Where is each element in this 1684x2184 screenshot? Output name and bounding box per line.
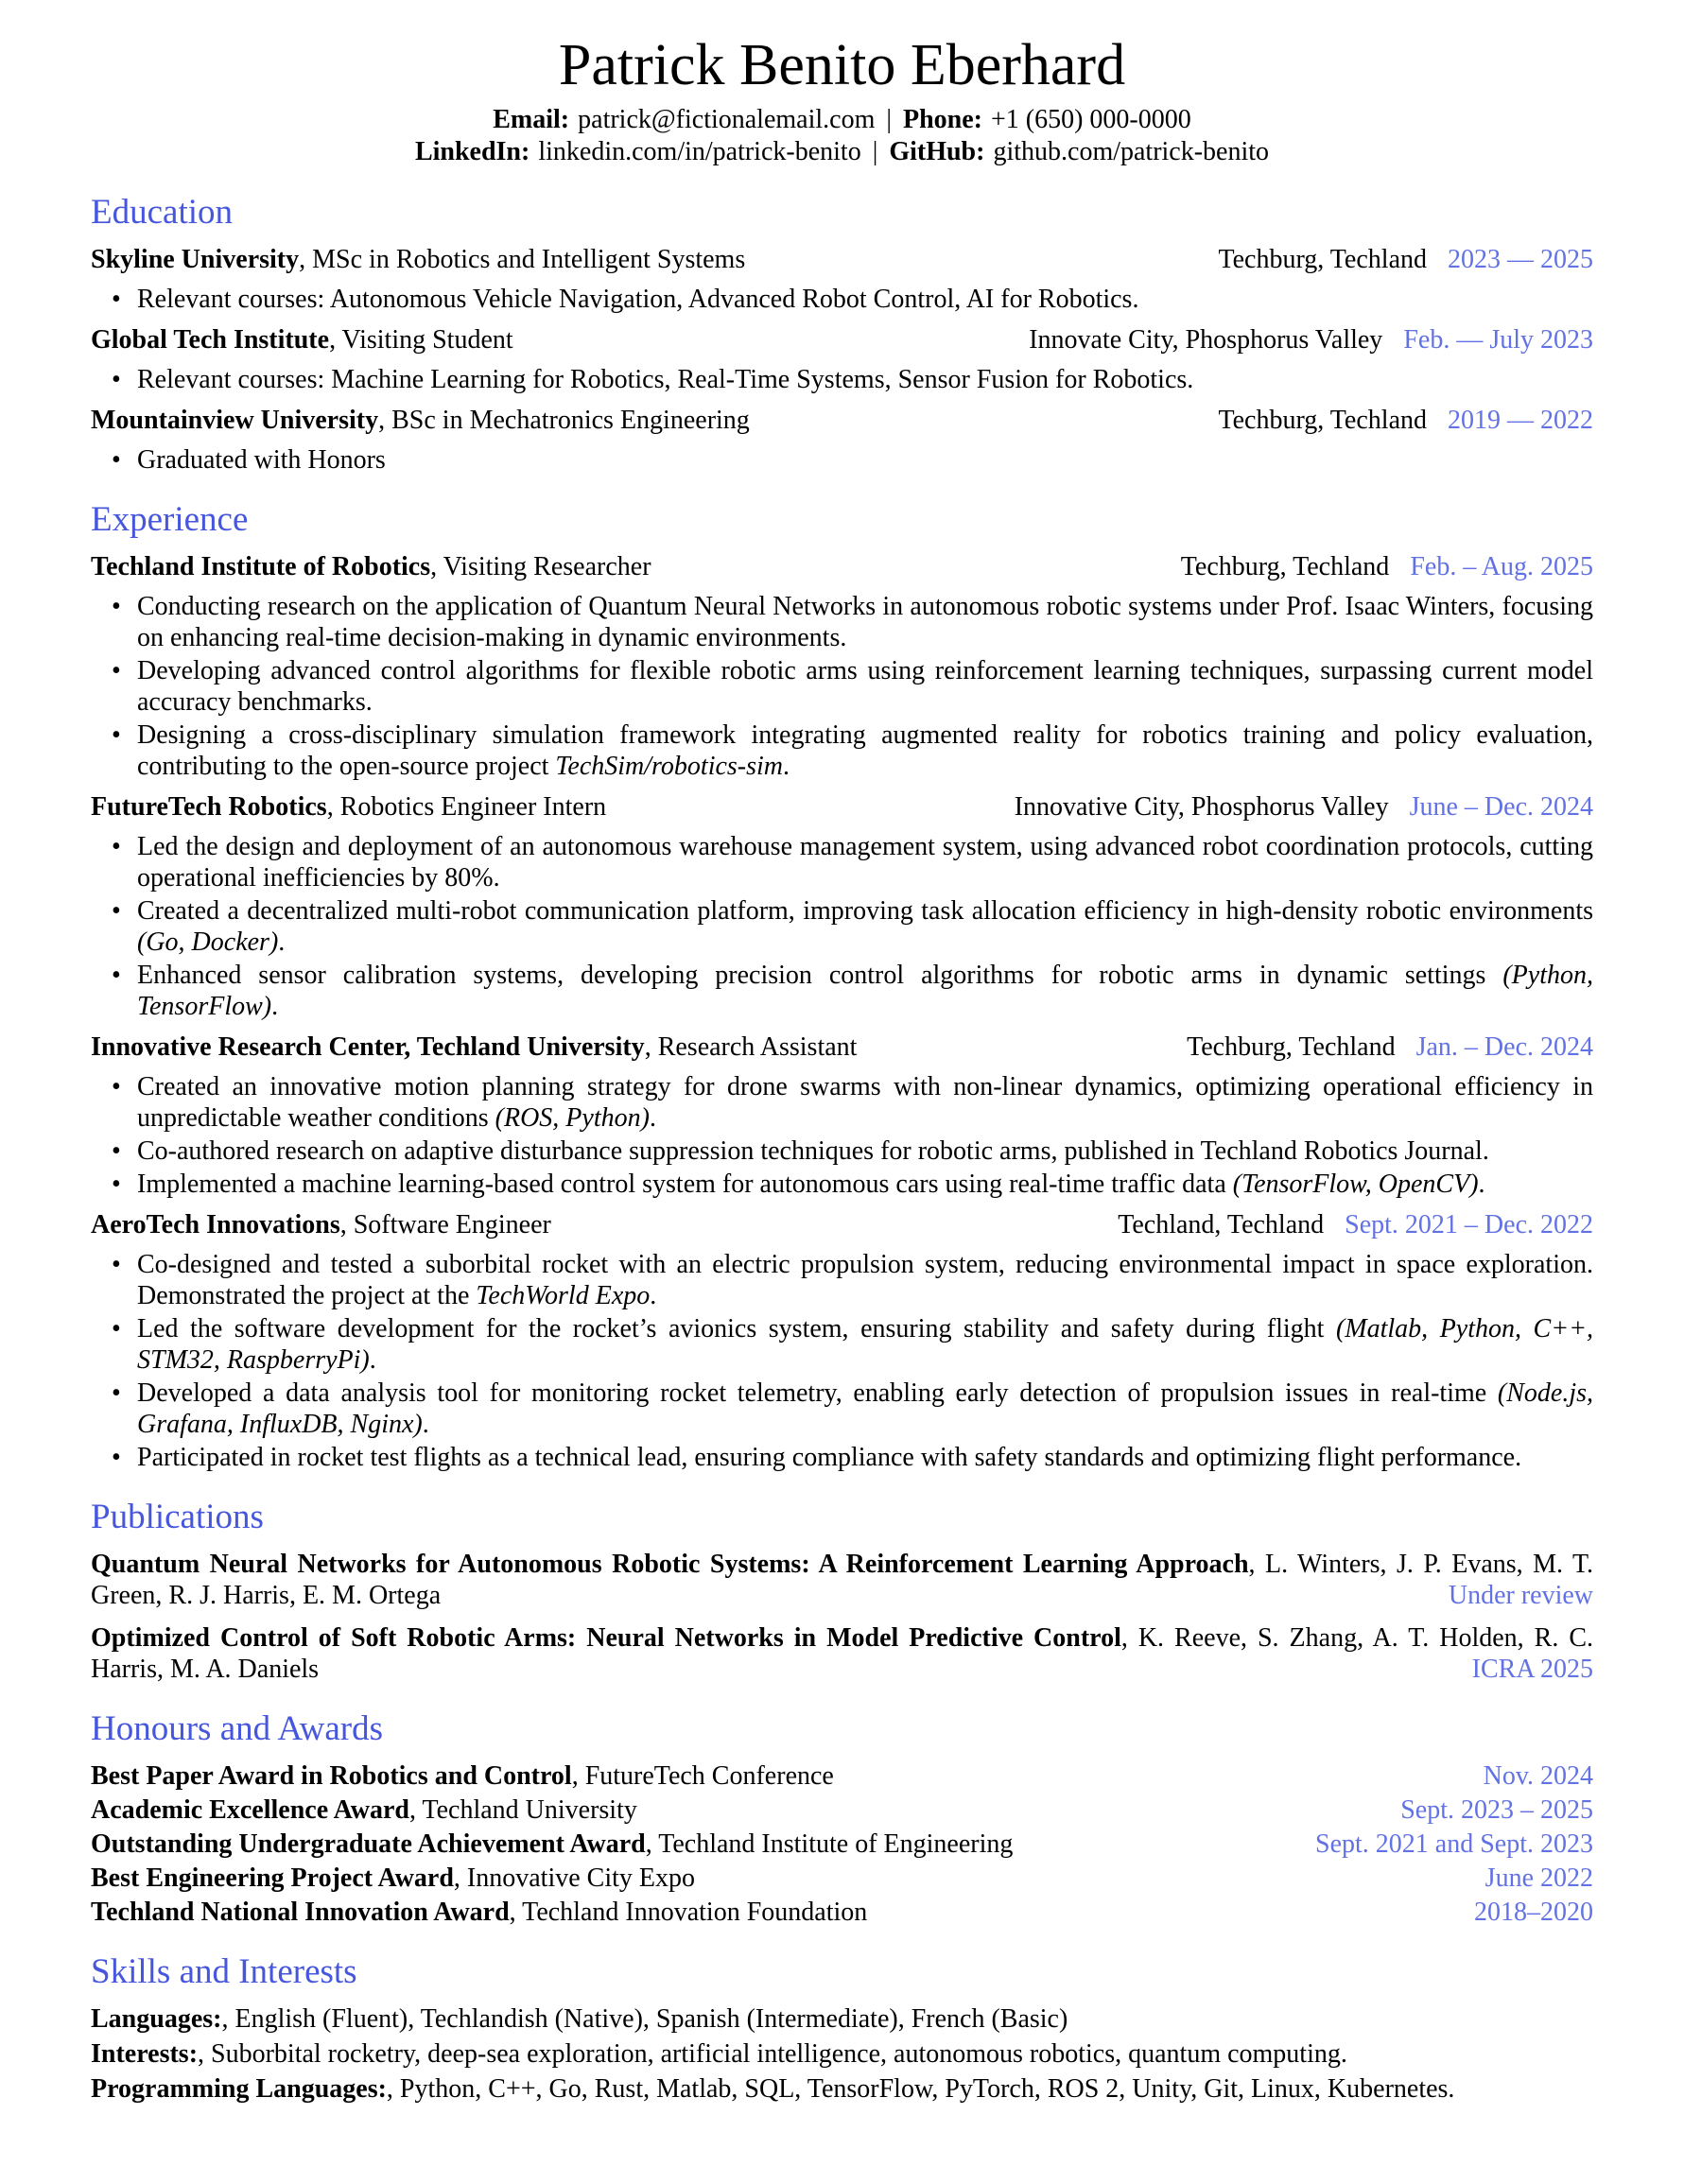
bullet-item [91, 1313, 1593, 1376]
bullet-item [91, 444, 1593, 476]
text-segment: (ROS, Python) [495, 1103, 650, 1133]
location-text: Techburg, Techland [1180, 552, 1390, 581]
text-segment: Relevant courses: Autonomous Vehicle Navigation, Advanced Robot Control, AI for Robotics. [137, 285, 1139, 314]
text-segment: Conducting research on the application of Quantum Neural Networks in autonomous robotic systems under Prof. Isaac Winters, focusing on enhancing real-time decision-making in dynamic environments. [137, 592, 1593, 652]
award-organization: , Techland Institute of Engineering [645, 1829, 1014, 1859]
bullet-icon: • [112, 1378, 121, 1408]
person-name: Patrick Benito Eberhard [558, 33, 1126, 97]
award-date: Sept. 2023 – 2025 [1400, 1795, 1593, 1825]
bullet-text [137, 1169, 1593, 1200]
bullet-item [91, 284, 1593, 315]
publication-status: ICRA 2025 [1459, 1654, 1593, 1685]
entry-header [91, 324, 1593, 355]
role-title: , Visiting Student [329, 325, 513, 355]
award-date: June 2022 [1484, 1863, 1593, 1893]
email-value: patrick@fictionalemail.com [578, 105, 876, 134]
phone-label: Phone: [902, 105, 982, 134]
bullet-list [91, 364, 1593, 395]
bullet-item [91, 1169, 1593, 1200]
bullet-icon: • [112, 1136, 121, 1166]
bullet-item [91, 1442, 1593, 1473]
award-item [91, 1863, 1593, 1894]
organization-name: Mountainview University [91, 406, 379, 435]
bullet-text [137, 1249, 1593, 1311]
skills-section [91, 1952, 1593, 2105]
bullet-icon: • [112, 832, 121, 861]
bullet-icon: • [112, 1170, 121, 1199]
publication-item [91, 1622, 1593, 1685]
bullet-icon: • [112, 1072, 121, 1101]
award-item [91, 1897, 1593, 1928]
award-title [91, 1829, 1013, 1860]
resume-entry [91, 1031, 1593, 1200]
bullet-text [137, 1442, 1593, 1473]
award-name: Best Engineering Project Award [91, 1863, 454, 1893]
entry-meta [1181, 551, 1593, 582]
entry-title [91, 244, 745, 275]
role-title: , Software Engineer [339, 1210, 551, 1239]
text-segment: . [422, 1410, 429, 1439]
text-segment: Designing a cross-disciplinary simulation framework integrating augmented reality for robotics training and policy evaluation, contributing to the open-source project [137, 720, 1593, 781]
linkedin-label: LinkedIn: [414, 137, 530, 166]
bullet-icon: • [112, 445, 121, 475]
role-title: , Research Assistant [644, 1032, 858, 1062]
entry-meta [1218, 244, 1593, 275]
bullet-icon: • [112, 285, 121, 314]
bullet-item [91, 1249, 1593, 1311]
resume-entry [91, 405, 1593, 476]
experience-section-title: Experience [91, 500, 249, 539]
bullet-list [91, 591, 1593, 782]
award-title [91, 1897, 867, 1928]
contact-divider: | [872, 137, 878, 166]
bullet-item [91, 364, 1593, 395]
date-range: Feb. – Aug. 2025 [1410, 552, 1593, 581]
organization-name: FutureTech Robotics [91, 792, 327, 822]
award-title [91, 1760, 834, 1792]
text-segment: Relevant courses: Machine Learning for Robotics, Real-Time Systems, Sensor Fusion for Robotics. [137, 365, 1194, 394]
text-segment: Enhanced sensor calibration systems, developing precision control algorithms for robotic arms in dynamic settings [137, 961, 1503, 990]
award-title [91, 1863, 695, 1894]
text-segment: (TensorFlow, OpenCV) [1232, 1170, 1479, 1199]
entry-header [91, 244, 1593, 275]
text-segment: TechSim/robotics-sim [555, 752, 784, 781]
entry-title [91, 791, 606, 823]
award-name: Best Paper Award in Robotics and Control [91, 1761, 572, 1791]
resume-entry [91, 1209, 1593, 1473]
date-range: Jan. – Dec. 2024 [1415, 1032, 1593, 1062]
skill-line [91, 2038, 1593, 2070]
awards-section-title: Honours and Awards [91, 1709, 384, 1748]
bullet-item [91, 960, 1593, 1022]
organization-name: Skyline University [91, 245, 300, 274]
location-text: Techland, Techland [1118, 1210, 1325, 1239]
bullet-item [91, 1071, 1593, 1134]
publication-title: Quantum Neural Networks for Autonomous Robotic Systems: A Reinforcement Learning Approach [91, 1550, 1249, 1579]
award-name: Outstanding Undergraduate Achievement Award [91, 1829, 646, 1859]
award-item [91, 1760, 1593, 1792]
award-item [91, 1794, 1593, 1826]
publication-status: Under review [1435, 1580, 1593, 1611]
publication-item [91, 1549, 1593, 1611]
skill-text: , English (Fluent), Techlandish (Native), Spanish (Intermediate), French (Basic) [221, 2004, 1068, 2034]
entry-meta [1029, 324, 1593, 355]
resume-entry [91, 324, 1593, 395]
github-label: GitHub: [889, 137, 985, 166]
text-segment: . [783, 752, 790, 781]
publication-authors: , L. Winters, J. P. Evans, M. T. Green, R. J. Harris, E. M. Ortega [91, 1550, 1594, 1610]
contact-line-1 [91, 104, 1593, 136]
award-date: 2018–2020 [1474, 1898, 1593, 1927]
location-text: Techburg, Techland [1187, 1032, 1396, 1062]
skill-line [91, 2003, 1593, 2035]
email-label: Email: [493, 105, 570, 134]
text-segment: Co-designed and tested a suborbital rocket with an electric propulsion system, reducing environmental impact in space exploration. Demonstrated the project at the [137, 1250, 1593, 1310]
publication-list [91, 1549, 1593, 1685]
award-date: Sept. 2021 and Sept. 2023 [1315, 1829, 1593, 1859]
award-organization: , FutureTech Conference [571, 1761, 834, 1791]
entry-meta [1218, 405, 1593, 436]
date-range: 2019 — 2022 [1448, 406, 1593, 435]
bullet-text [137, 444, 1593, 476]
bullet-icon: • [112, 592, 121, 621]
text-segment: Implemented a machine learning-based control system for autonomous cars using real-time traffic data [137, 1170, 1233, 1199]
bullet-text [137, 591, 1593, 653]
organization-name: Innovative Research Center, Techland University [91, 1032, 645, 1062]
award-name: Academic Excellence Award [91, 1795, 409, 1825]
role-title: , Robotics Engineer Intern [326, 792, 607, 822]
entry-header [91, 1209, 1593, 1240]
bullet-item [91, 895, 1593, 958]
publications-section [91, 1498, 1593, 1685]
text-segment: Participated in rocket test flights as a technical lead, ensuring compliance with safety standards and optimizing flight performance. [137, 1443, 1522, 1472]
role-title: , MSc in Robotics and Intelligent Systems [299, 245, 746, 274]
skill-label: Programming Languages: [91, 2074, 387, 2104]
role-title: , BSc in Mechatronics Engineering [378, 406, 750, 435]
text-segment: . [271, 992, 279, 1021]
bullet-text [137, 1135, 1593, 1167]
bullet-icon: • [112, 1443, 121, 1472]
text-segment: . [649, 1103, 656, 1133]
date-range: Feb. — July 2023 [1403, 325, 1593, 355]
text-segment: (Node.js, Grafana, InfluxDB, Nginx) [137, 1378, 1593, 1439]
bullet-item [91, 719, 1593, 782]
bullet-item [91, 1135, 1593, 1167]
bullet-text [137, 284, 1593, 315]
location-text: Techburg, Techland [1218, 406, 1427, 435]
bullet-icon: • [112, 896, 121, 926]
award-title [91, 1794, 637, 1826]
publication-title: Optimized Control of Soft Robotic Arms: Neural Networks in Model Predictive Control [91, 1623, 1121, 1653]
contact-divider: | [886, 105, 892, 134]
location-text: Techburg, Techland [1218, 245, 1427, 274]
entry-title [91, 324, 513, 355]
experience-entries [91, 551, 1593, 1473]
skill-list [91, 2003, 1593, 2105]
text-segment: (Matlab, Python, C++, STM32, RaspberryPi) [137, 1314, 1593, 1375]
text-segment: TechWorld Expo [476, 1281, 651, 1310]
text-segment: Developed a data analysis tool for monitoring rocket telemetry, enabling early detection of propulsion issues in real-time [137, 1378, 1498, 1408]
location-text: Innovate City, Phosphorus Valley [1029, 325, 1383, 355]
text-segment: Created an innovative motion planning strategy for drone swarms with non-linear dynamics, optimizing operational efficiency in unpredictable weather conditions [137, 1072, 1593, 1133]
location-text: Innovative City, Phosphorus Valley [1014, 792, 1389, 822]
award-name: Techland National Innovation Award [91, 1898, 510, 1927]
bullet-text [137, 1071, 1593, 1134]
bullet-text [137, 655, 1593, 718]
entry-meta [1015, 791, 1593, 823]
bullet-icon: • [112, 1314, 121, 1343]
bullet-text [137, 1313, 1593, 1376]
organization-name: Global Tech Institute [91, 325, 330, 355]
entry-title [91, 405, 750, 436]
resume-entry [91, 791, 1593, 1022]
bullet-icon: • [112, 720, 121, 750]
education-section-title: Education [91, 193, 234, 232]
award-date: Nov. 2024 [1483, 1761, 1593, 1791]
award-organization: , Techland Innovation Foundation [509, 1898, 868, 1927]
linkedin-value: linkedin.com/in/patrick-benito [538, 137, 861, 166]
entry-header [91, 551, 1593, 582]
skills-section-title: Skills and Interests [91, 1952, 357, 1991]
bullet-list [91, 831, 1593, 1022]
awards-section [91, 1709, 1593, 1928]
skill-text: , Suborbital rocketry, deep-sea exploration, artificial intelligence, autonomous robotics, quantum computing. [198, 2039, 1347, 2069]
skill-label: Interests: [91, 2039, 199, 2069]
bullet-text [137, 895, 1593, 958]
entry-title [91, 551, 651, 582]
bullet-list [91, 284, 1593, 315]
text-segment: Created a decentralized multi-robot communication platform, improving task allocation efficiency in high-density robotic environments [137, 896, 1593, 926]
role-title: , Visiting Researcher [430, 552, 651, 581]
text-segment: . [1478, 1170, 1485, 1199]
text-segment: Led the design and deployment of an autonomous warehouse management system, using advanced robot coordination protocols, cutting operational inefficiencies by 80%. [137, 832, 1593, 893]
award-organization: , Techland University [408, 1795, 637, 1825]
entry-title [91, 1031, 857, 1063]
publications-section-title: Publications [91, 1498, 264, 1536]
bullet-list [91, 444, 1593, 476]
organization-name: AeroTech Innovations [91, 1210, 340, 1239]
bullet-text [137, 960, 1593, 1022]
bullet-item [91, 1378, 1593, 1440]
text-segment: . [278, 927, 286, 957]
text-segment: (Python, TensorFlow) [137, 961, 1593, 1021]
github-value: github.com/patrick-benito [993, 137, 1270, 166]
date-range: Sept. 2021 – Dec. 2022 [1345, 1210, 1593, 1239]
entry-header [91, 1031, 1593, 1063]
entry-meta [1118, 1209, 1593, 1240]
entry-header [91, 405, 1593, 436]
bullet-text [137, 831, 1593, 893]
bullet-list [91, 1071, 1593, 1200]
phone-value: +1 (650) 000-0000 [990, 105, 1191, 134]
bullet-icon: • [112, 961, 121, 990]
text-segment: Developing advanced control algorithms for flexible robotic arms using reinforcement learning techniques, surpassing current model accuracy benchmarks. [137, 656, 1593, 717]
text-segment: . [650, 1281, 657, 1310]
bullet-text [137, 1378, 1593, 1440]
bullet-icon: • [112, 1250, 121, 1279]
bullet-item [91, 831, 1593, 893]
entry-header [91, 791, 1593, 823]
text-segment: . [369, 1345, 376, 1375]
education-entries [91, 244, 1593, 476]
award-list [91, 1760, 1593, 1928]
award-organization: , Innovative City Expo [453, 1863, 695, 1893]
text-segment: Led the software development for the rocket’s avionics system, ensuring stability and safety during flight [137, 1314, 1336, 1343]
entry-title [91, 1209, 551, 1240]
resume-entry [91, 551, 1593, 782]
bullet-text [137, 719, 1593, 782]
contact-line-2 [91, 136, 1593, 168]
text-segment: (Go, Docker) [137, 927, 279, 957]
bullet-text [137, 364, 1593, 395]
bullet-icon: • [112, 365, 121, 394]
date-range: June – Dec. 2024 [1409, 792, 1593, 822]
publication-authors: , K. Reeve, S. Zhang, A. T. Holden, R. C. Harris, M. A. Daniels [91, 1623, 1593, 1684]
education-section [91, 193, 1593, 476]
experience-section [91, 500, 1593, 1473]
skill-line [91, 2073, 1593, 2105]
bullet-icon: • [112, 656, 121, 685]
date-range: 2023 — 2025 [1448, 245, 1593, 274]
bullet-item [91, 591, 1593, 653]
skill-text: , Python, C++, Go, Rust, Matlab, SQL, TensorFlow, PyTorch, ROS 2, Unity, Git, Linux, Kubernetes. [386, 2074, 1455, 2104]
text-segment: Graduated with Honors [137, 445, 386, 475]
award-item [91, 1829, 1593, 1860]
skill-label: Languages: [91, 2004, 222, 2034]
entry-meta [1187, 1031, 1593, 1063]
organization-name: Techland Institute of Robotics [91, 552, 431, 581]
resume-entry [91, 244, 1593, 315]
bullet-list [91, 1249, 1593, 1473]
text-segment: Co-authored research on adaptive disturbance suppression techniques for robotic arms, published in Techland Robotics Journal. [137, 1136, 1489, 1166]
bullet-item [91, 655, 1593, 718]
